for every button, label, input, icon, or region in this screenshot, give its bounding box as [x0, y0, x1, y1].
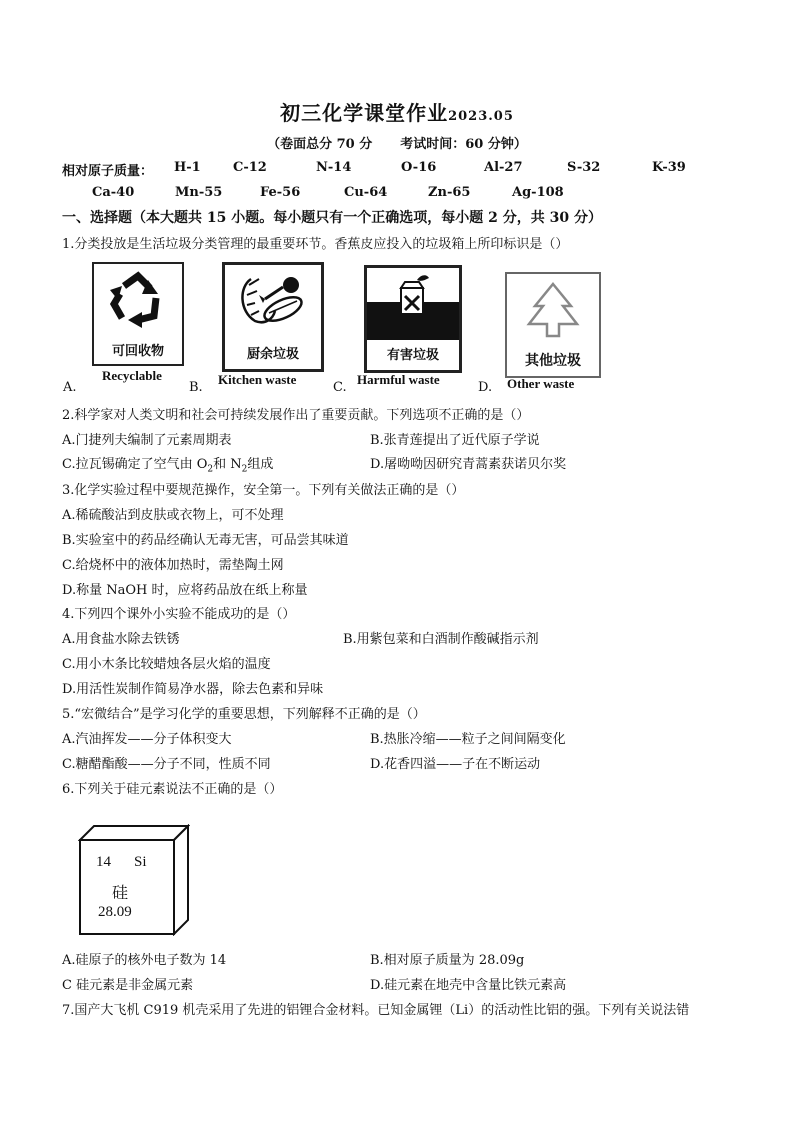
bin-label-zh: 其他垃圾	[525, 353, 581, 369]
atomic-mass: 28.09	[98, 904, 132, 920]
element-cell-frame	[78, 824, 190, 936]
element-cell-silicon	[78, 824, 190, 936]
mass-item: N-14	[316, 160, 352, 175]
option-letter: B.	[189, 380, 203, 395]
question-7-stem: 7.国产大飞机 C919 机壳采用了先进的铝锂合金材料。已知金属锂（Li）的活动性比铝的强。下列有关说法错	[62, 1003, 690, 1018]
option-c: C.给烧杯中的液体加热时，需垫陶土网	[62, 558, 284, 573]
question-6-stem: 6.下列关于硅元素说法不正确的是（）	[62, 782, 283, 797]
option-a: A.用食盐水除去铁锈	[62, 632, 180, 647]
option-b: B.实验室中的药品经确认无毒无害，可品尝其味道	[62, 533, 349, 548]
recyclable-bin-sign	[92, 262, 184, 366]
option-letter: A.	[63, 380, 77, 395]
question-4-stem: 4.下列四个课外小实验不能成功的是（）	[62, 607, 296, 622]
full-score: （卷面总分 70 分	[267, 137, 373, 152]
page-title: 初三化学课堂作业2023.05	[280, 101, 514, 125]
option-c: C.拉瓦锡确定了空气由 $O_2$和 $N_2$组成	[62, 457, 274, 475]
exam-info	[0, 133, 794, 152]
other-waste-icon	[507, 274, 599, 346]
bin-label-en: Recyclable	[102, 368, 162, 383]
mass-item: Mn-55	[175, 185, 223, 200]
mass-item: K-39	[652, 160, 686, 175]
mass-item: Zn-65	[428, 185, 471, 200]
question-3-stem: 3.化学实验过程中要规范操作，安全第一。下列有关做法正确的是（）	[62, 483, 465, 498]
option-letter: D.	[478, 380, 493, 395]
question-5-stem: 5.“宏微结合”是学习化学的重要思想，下列解释不正确的是（）	[62, 707, 426, 722]
mass-item: Ag-108	[512, 185, 564, 200]
atomic-masses-label: 相对原子质量：	[62, 164, 154, 179]
option-a: A.门捷列夫编制了元素周期表	[62, 433, 232, 448]
option-b: B.用紫包菜和白酒制作酸碱指示剂	[343, 632, 539, 647]
bin-label-zh: 厨余垃圾	[246, 347, 299, 362]
bin-label-en: Kitchen waste	[218, 372, 297, 387]
atomic-number: 14	[96, 854, 111, 870]
option-a: A.硅原子的核外电子数为 14	[62, 953, 227, 968]
other-waste-bin-sign	[505, 272, 601, 378]
mass-item: S-32	[567, 160, 601, 175]
bin-label-zh: 可回收物	[111, 344, 164, 359]
option-d: D.硅元素在地壳中含量比铁元素高	[370, 978, 567, 993]
element-symbol: Si	[134, 854, 147, 870]
bin-label-zh: 有害垃圾	[386, 348, 439, 363]
hazard-icon	[367, 268, 459, 340]
mass-item: Fe-56	[260, 185, 301, 200]
option-b: B.相对原子质量为 28.09g	[370, 953, 525, 968]
recycle-icon	[94, 264, 182, 336]
mass-item: Al-27	[484, 160, 523, 175]
option-c: C 硅元素是非金属元素	[62, 978, 194, 993]
option-b: B.热胀冷缩——粒子之间间隔变化	[370, 732, 566, 747]
mass-item: O-16	[401, 160, 437, 175]
element-name: 硅	[112, 883, 129, 902]
title-year: 2023.05	[448, 109, 514, 124]
question-1-stem: 1.分类投放是生活垃圾分类管理的最重要环节。香蕉皮应投入的垃圾箱上所印标识是（）	[62, 237, 569, 252]
mass-item: C-12	[233, 160, 267, 175]
question-2-stem: 2.科学家对人类文明和社会可持续发展作出了重要贡献。下列选项不正确的是（）	[62, 408, 530, 423]
option-c: C.用小木条比较蜡烛各层火焰的温度	[62, 657, 271, 672]
option-b: B.张青莲提出了近代原子学说	[370, 433, 540, 448]
option-d: D.花香四溢——子在不断运动	[370, 757, 541, 772]
option-a: A.汽油挥发——分子体积变大	[62, 732, 232, 747]
option-d: D.用活性炭制作简易净水器，除去色素和异味	[62, 682, 324, 697]
bin-label-en: Other waste	[507, 376, 575, 391]
mass-item: Cu-64	[344, 185, 388, 200]
kitchen-waste-bin-sign	[222, 262, 324, 372]
option-letter: C.	[333, 380, 347, 395]
mass-item: Ca-40	[92, 185, 135, 200]
section-heading: 一、选择题（本大题共 15 小题。每小题只有一个正确选项，每小题 2 分，共 30 分）	[62, 210, 602, 226]
option-c: C.糖醋酯酸——分子不同，性质不同	[62, 757, 271, 772]
option-a: A.稀硫酸沾到皮肤或衣物上，可不处理	[62, 508, 284, 523]
harmful-waste-bin-sign	[364, 265, 462, 373]
mass-item: H-1	[174, 160, 201, 175]
option-d: D.屠呦呦因研究青蒿素获诺贝尔奖	[370, 457, 567, 472]
food-waste-icon	[225, 265, 321, 339]
option-d: D.称量 NaOH 时，应将药品放在纸上称量	[62, 583, 308, 598]
exam-time: 考试时间：60 分钟）	[400, 137, 527, 152]
bin-label-en: Harmful waste	[357, 372, 440, 387]
